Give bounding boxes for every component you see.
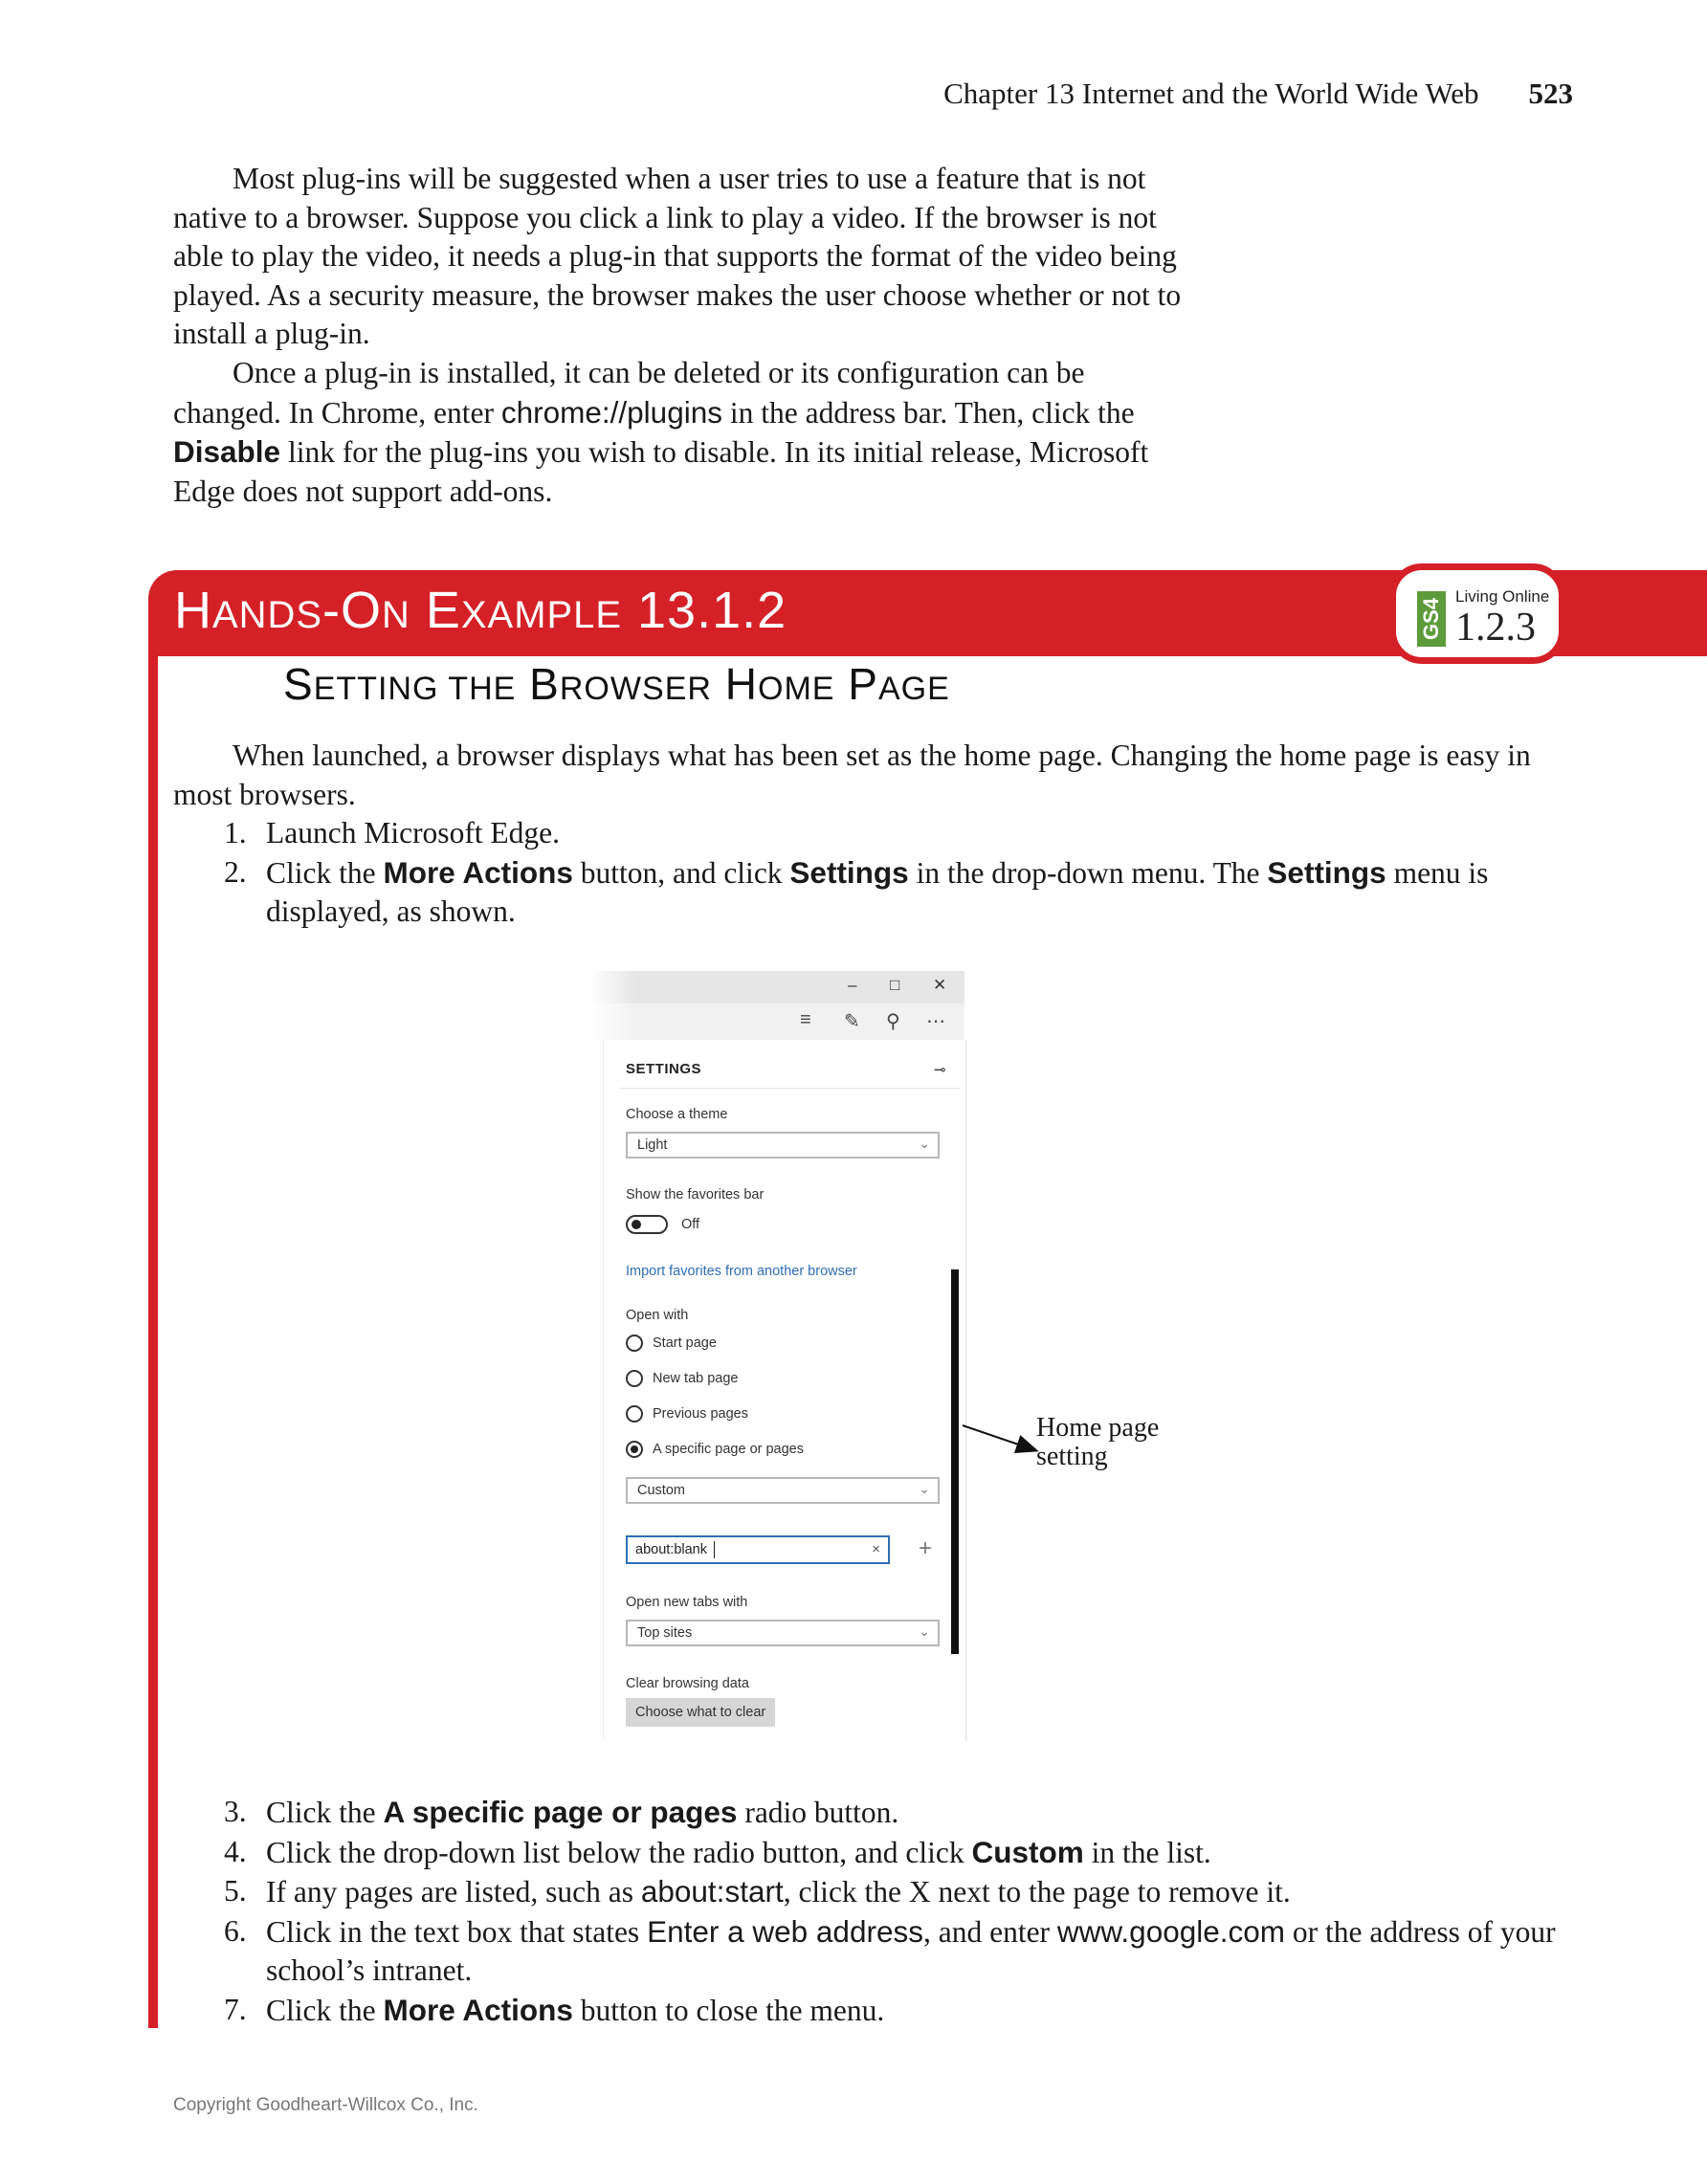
list-item: 1. Launch Microsoft Edge.	[224, 816, 561, 849]
gs4-tab: GS4	[1417, 591, 1446, 647]
example-subtitle: SETTING THE BROWSER HOME PAGE	[283, 659, 950, 709]
list-item: 4. Click the drop-down list below the radio button, and click Custom in the list.	[224, 1834, 1211, 1869]
more-icon[interactable]: ⋯	[926, 1011, 945, 1032]
paragraph-plugins-config: Once a plug-in is installed, it can be deleted or its configuration can be changed. In Chrome, enter chrome://plugins in the address bar. Then, click the Disable link for the plug-ins you wish to disable. In its initial release, Microsoft Edge does not support add-ons.	[173, 355, 1149, 508]
edge-settings-screenshot	[591, 971, 964, 1741]
browser-toolbar	[591, 1004, 964, 1040]
add-page-icon[interactable]: +	[919, 1535, 933, 1561]
clear-data-label: Clear browsing data	[626, 1676, 749, 1691]
import-favorites-link[interactable]: Import favorites from another browser	[626, 1264, 857, 1279]
favorites-toggle-state: Off	[681, 1217, 700, 1232]
steps-list-top	[173, 814, 1570, 932]
chevron-down-icon: ⌄	[919, 1136, 930, 1151]
radio-label: Previous pages	[653, 1406, 748, 1422]
minimize-icon[interactable]: –	[848, 976, 857, 994]
radio-label: A specific page or pages	[653, 1442, 804, 1457]
window-titlebar	[591, 971, 964, 1004]
list-item: 5. If any pages are listed, such as about:start, click the X next to the page to remove it.	[224, 1874, 1291, 1909]
gs4-objective-badge	[1389, 563, 1565, 664]
body-text	[173, 160, 1187, 511]
close-icon[interactable]: ✕	[933, 976, 947, 994]
new-tabs-label: Open new tabs with	[626, 1595, 748, 1610]
radio-new-tab-page[interactable]	[626, 1370, 643, 1387]
radio-previous-pages[interactable]	[626, 1405, 643, 1423]
clear-icon[interactable]: ×	[872, 1541, 880, 1557]
section-left-rule	[148, 631, 158, 2028]
callout-arrow	[955, 1416, 1041, 1454]
custom-pages-select[interactable]: Custom ⌄	[626, 1477, 940, 1504]
favorites-bar-toggle[interactable]	[626, 1215, 668, 1234]
bold-disable: Disable	[173, 434, 281, 470]
steps-list-bottom	[173, 1793, 1570, 2031]
chapter-title: Chapter 13 Internet and the World Wide Web	[943, 77, 1479, 110]
badge-category: Living Online	[1455, 587, 1550, 606]
radio-label: New tab page	[653, 1371, 739, 1386]
list-item: 3. Click the A specific page or pages radio button.	[224, 1795, 899, 1829]
new-tabs-select[interactable]: Top sites ⌄	[626, 1620, 940, 1646]
theme-select[interactable]: Light ⌄	[626, 1132, 940, 1158]
choose-what-to-clear-button[interactable]: Choose what to clear	[626, 1698, 775, 1727]
theme-label: Choose a theme	[626, 1107, 728, 1122]
favorites-bar-label: Show the favorites bar	[626, 1187, 765, 1202]
pin-icon[interactable]: ⊸	[934, 1062, 946, 1078]
open-with-label: Open with	[626, 1308, 689, 1323]
chevron-down-icon: ⌄	[919, 1481, 930, 1496]
example-intro: When launched, a browser displays what has been set as the home page. Changing the home page is easy in most browsers.	[173, 739, 1531, 811]
hands-on-title: HANDS-ON EXAMPLE 13.1.2	[174, 582, 787, 639]
list-item: 6. Click in the text box that states Enter a web address, and enter www.google.com or the address of your school’s intranet.	[224, 1913, 1556, 1988]
home-page-bracket	[951, 1269, 959, 1654]
inline-code-chrome-plugins: chrome://plugins	[500, 394, 722, 430]
page-number: 523	[1528, 77, 1573, 110]
hub-icon[interactable]: ≡	[800, 1009, 811, 1030]
settings-header: SETTINGS	[626, 1061, 702, 1077]
paragraph-plugins-suggested: Most plug-ins will be suggested when a user tries to use a feature that is not native to a browser. Suppose you click a link to play a video. If the browser is not able to play the video, it needs a plug-in that supports the format of the video being played. As a security measure, the browser makes the user choose whether or not to install a plug-in.	[173, 162, 1182, 351]
badge-number: 1.2.3	[1455, 606, 1536, 650]
note-icon[interactable]: ✎	[844, 1011, 860, 1032]
radio-label: Start page	[653, 1335, 717, 1351]
copyright-footer: Copyright Goodheart-Willcox Co., Inc.	[173, 2095, 478, 2115]
header-divider	[620, 1088, 961, 1089]
list-item: 2. Click the More Actions button, and click Settings in the drop-down menu. The Settings menu is displayed, as shown.	[224, 854, 1489, 929]
running-header	[943, 77, 1573, 111]
share-icon[interactable]: ⚲	[886, 1011, 900, 1032]
maximize-icon[interactable]: □	[890, 976, 900, 994]
radio-start-page[interactable]	[626, 1335, 643, 1352]
home-page-callout: Home page setting	[1036, 1413, 1160, 1471]
text-caret	[714, 1541, 715, 1558]
radio-specific-page[interactable]	[626, 1441, 643, 1458]
chevron-down-icon: ⌄	[919, 1623, 930, 1639]
list-item: 7. Click the More Actions button to close the menu.	[224, 1992, 885, 2027]
web-address-input[interactable]: about:blank ×	[626, 1535, 890, 1564]
